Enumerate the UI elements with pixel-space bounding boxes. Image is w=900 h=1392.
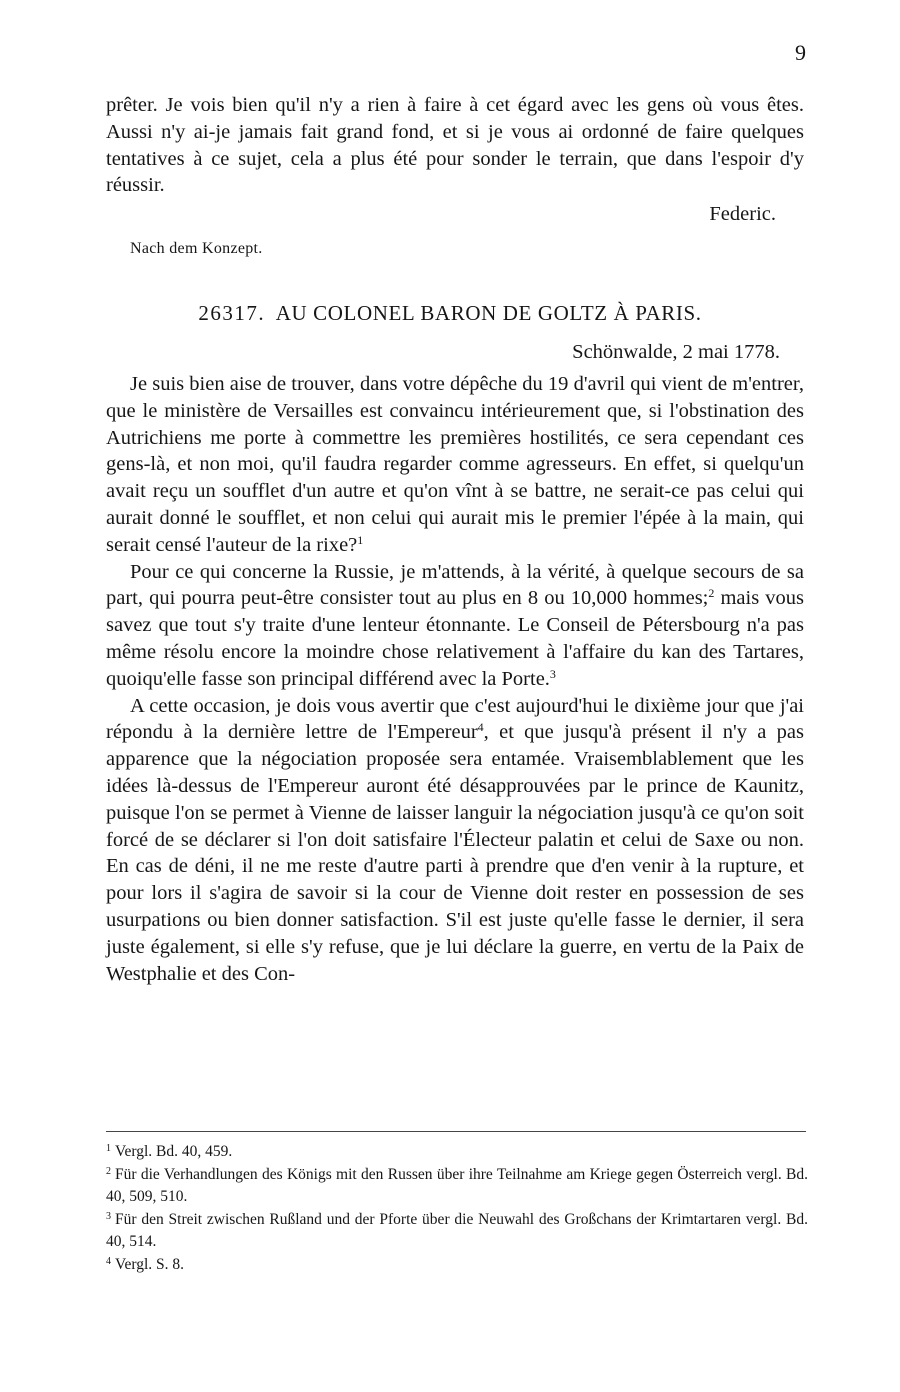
- footnote-text: Für den Streit zwischen Rußland und der Pforte über die Neuwahl des Großchans der Krimtartaren vergl. Bd. 40, 514.: [106, 1210, 808, 1250]
- source-note: Nach dem Konzept.: [130, 240, 263, 257]
- letter-number: 26317.: [198, 301, 266, 325]
- letter-dateline: Schönwalde, 2 mai 1778.: [572, 341, 780, 363]
- footnote-text: Vergl. S. 8.: [115, 1255, 185, 1273]
- previous-letter-text: [106, 92, 804, 199]
- paragraph-text: Je suis bien aise de trouver, dans votre dépêche du 19 d'avril qui vient de m'entrer, que le ministère de Versailles est convaincu intérieurement que, si l'obstination des Autrichiens me porte à commettre les premières hostilités, ce sera cependant ces gens-là, et non moi, qu'il faudra regarder comme agresseurs. En effet, si quelqu'un avait reçu un soufflet d'un autre et qu'on vînt à se battre, ne serait-ce pas celui qui aurait donné le soufflet, et non celui qui aurait mis le premier l'épée à la main, qui serait censé l'auteur de la rixe?: [106, 373, 804, 556]
- letter-paragraph: [106, 371, 804, 559]
- paragraph-text: Pour ce qui concerne la Russie, je m'attends, à la vérité, à quelque secours de sa part, qui pourra peut-être consister tout au plus en 8 ou 10,000 hommes;: [106, 560, 804, 610]
- paragraph-text: A cette occasion, je dois vous avertir que c'est aujourd'hui le dixième jour que j'ai répondu à la dernière lettre de l'Empereur: [106, 694, 804, 744]
- footnote-mark: 1: [106, 1143, 111, 1154]
- footnote-text: Für die Verhandlungen des Königs mit den Russen über ihre Teilnahme am Kriege gegen Österreich vergl. Bd. 40, 509, 510.: [106, 1165, 808, 1205]
- footnote-reference: 4: [477, 720, 484, 735]
- footnote: [106, 1254, 808, 1277]
- footnote: [106, 1141, 808, 1164]
- footnote-mark: 3: [106, 1210, 111, 1222]
- footnote-mark: 4: [106, 1255, 111, 1267]
- footnote: [106, 1164, 808, 1209]
- previous-letter-paragraph: prêter. Je vois bien qu'il n'y a rien à faire à cet égard avec les gens où vous êtes. Aussi n'y ai-je jamais fait grand fond, et si je vous ai ordonné de faire quelques tentatives à ce sujet, cela a plus été pour sonder le terrain, que dans l'espoir d'y réussir.: [106, 94, 804, 197]
- footnote: [106, 1209, 808, 1254]
- letter-heading: [0, 301, 900, 326]
- letter-body: [106, 371, 804, 987]
- signature: Federic.: [709, 203, 776, 225]
- footnote-divider: [106, 1131, 806, 1132]
- letter-paragraph: [106, 559, 804, 693]
- footnote-reference: 3: [549, 666, 556, 681]
- letter-paragraph: [106, 693, 804, 988]
- page-number: 9: [795, 40, 806, 65]
- footnote-mark: 2: [106, 1165, 111, 1177]
- footnote-reference: 2: [708, 586, 715, 601]
- paragraph-text: , et que jusqu'à présent il n'y a pas apparence que la négociation proposée sera entamée. Vraisemblablement que les idées là-dessus de l'Empereur auront été désapprouvées par le prince de Kaunitz, puisque l'on se permet à Vienne de laisser languir la négociation jusqu'à ce qu'on soit forcé de se déclarer si l'on doit satisfaire l'Électeur palatin et celui de Saxe ou non. En cas de déni, il ne me reste d'autre parti à prendre que d'en venir à la rupture, et pour lors il s'agira de savoir si la cour de Vienne doit rester en possession de ses usurpations ou bien donner satisfaction. S'il est juste qu'elle fasse le dernier, il sera juste également, si elle s'y refuse, que je lui déclare la guerre, en vertu de la Paix de Westphalie et des Con-: [106, 721, 804, 985]
- letter-recipient: AU COLONEL BARON DE GOLTZ À PARIS.: [275, 301, 702, 325]
- footnotes: [106, 1141, 808, 1276]
- footnote-text: Vergl. Bd. 40, 459.: [115, 1143, 233, 1160]
- footnote-reference: 1: [357, 532, 364, 547]
- paragraph-text: mais vous savez que tout s'y traite d'une lenteur étonnante. Le Conseil de Pétersbourg n'a pas même résolu encore la moindre chose relativement à l'affaire du kan des Tartares, quoiqu'elle fasse son principal différend avec la Porte.: [106, 587, 804, 690]
